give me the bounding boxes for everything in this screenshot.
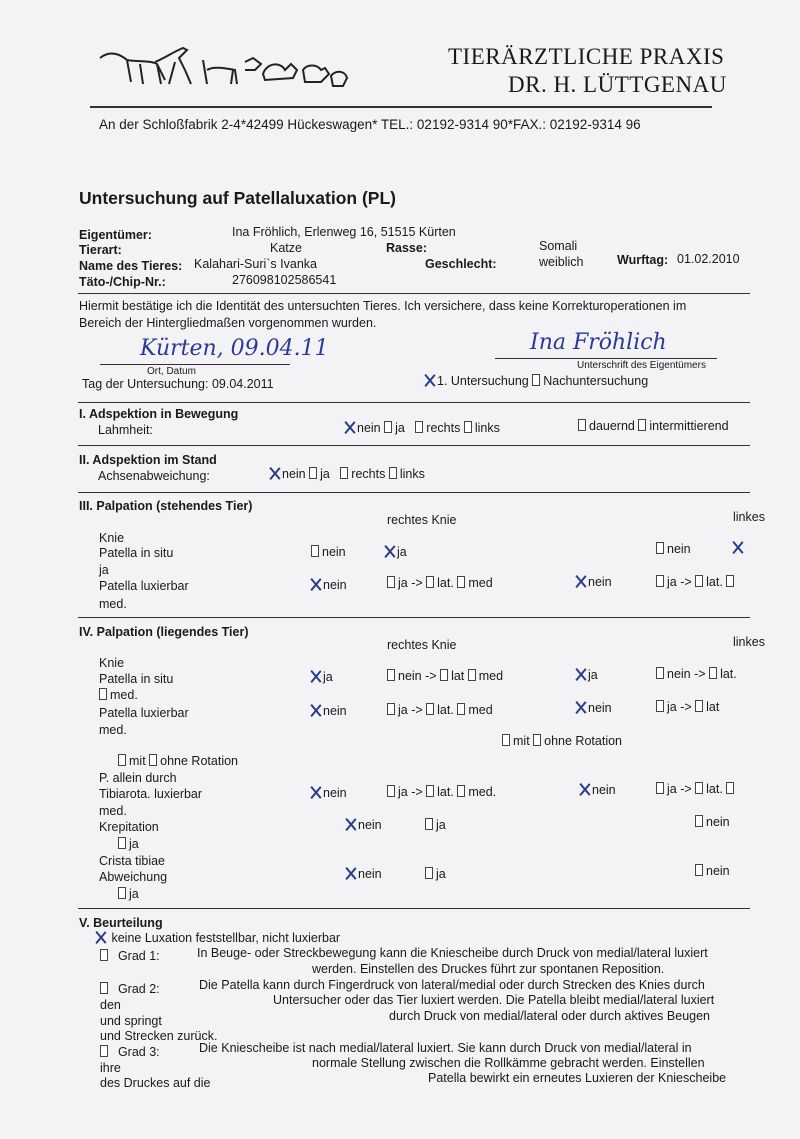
place-date-handwritten: Kürten, 09.04.11 [140, 336, 329, 361]
checkmark-icon[interactable] [311, 705, 321, 716]
lameness-duration: dauernd intermittierend [578, 419, 729, 433]
checkmark-icon[interactable] [345, 422, 355, 433]
tibia-right-nein: nein [311, 786, 347, 800]
checkbox-icon[interactable] [387, 785, 395, 797]
declaration-line2: Bereich der Hintergliedmaßen vorgenommen wurden. [79, 316, 377, 330]
no-luxation: keine Luxation feststellbar, nicht luxierbar [96, 931, 340, 945]
deviation-ja-continued: ja [118, 887, 139, 901]
luxable-label: Patella luxierbar [99, 706, 189, 720]
crepitation-right-ja: ja [425, 818, 446, 832]
checkbox-icon[interactable] [118, 887, 126, 899]
species-label: Tierart: [79, 243, 122, 257]
situ-left-ja: ja [576, 668, 598, 682]
divider [78, 293, 750, 294]
checkbox-icon[interactable] [118, 754, 126, 766]
crepitation-label: Krepitation [99, 820, 159, 834]
litter-date-value: 01.02.2010 [677, 252, 740, 266]
situ-label: Patella in situ [99, 546, 174, 560]
situ-left-options: nein -> lat. [656, 667, 737, 681]
animal-name-label: Name des Tieres: [79, 259, 183, 273]
right-knee-header: rechtes Knie [387, 513, 457, 527]
divider [78, 908, 750, 909]
crepitation-left-nein: nein [695, 815, 730, 829]
checkbox-icon[interactable] [695, 864, 703, 876]
deviation-left-nein: nein [695, 864, 730, 878]
checkbox-icon[interactable] [502, 734, 510, 746]
grade-3-des: des Druckes auf die [100, 1076, 211, 1090]
exam-day: Tag der Untersuchung: 09.04.2011 [82, 377, 274, 391]
lux-right-options: ja -> lat. med [387, 576, 493, 590]
grade-3-label: Grad 3: [100, 1045, 160, 1059]
checkmark-icon[interactable] [576, 702, 586, 713]
checkbox-icon[interactable] [426, 576, 434, 588]
grade-3-text-a: Die Kniescheibe ist nach medial/lateral luxiert. Sie kann durch Druck von medial/lateral in [199, 1041, 692, 1055]
checkmark-icon[interactable] [270, 468, 280, 479]
deviation-label: Abweichung [99, 870, 168, 884]
checkbox-icon[interactable] [100, 1045, 108, 1057]
tibia-left-options: ja -> lat. [656, 782, 737, 796]
checkbox-icon[interactable] [578, 419, 586, 431]
divider [78, 445, 750, 446]
grade-2-text-d: und Strecken zurück. [100, 1029, 218, 1043]
checkbox-icon[interactable] [425, 867, 433, 879]
p-alone-label: P. allein durch [99, 771, 177, 785]
checkbox-icon[interactable] [387, 703, 395, 715]
checkbox-icon[interactable] [709, 667, 717, 679]
owner-label: Eigentümer: [79, 228, 152, 242]
checkmark-icon[interactable] [311, 579, 321, 590]
luxable-label: Patella luxierbar [99, 579, 189, 593]
checkbox-icon[interactable] [656, 667, 664, 679]
signature-label: Unterschrift des Eigentümers [577, 360, 706, 371]
breed-label: Rasse: [386, 241, 427, 255]
checkbox-icon[interactable] [695, 815, 703, 827]
signature-line [495, 358, 717, 359]
checkbox-icon[interactable] [726, 782, 734, 794]
divider [78, 617, 750, 618]
axis-options: nein ja rechts links [270, 467, 425, 481]
owner-signature: Ina Fröhlich [530, 330, 667, 355]
grade-3-ihre: ihre [100, 1061, 121, 1075]
crepitation-right-nein: nein [346, 818, 382, 832]
lameness-label: Lahmheit: [98, 423, 153, 437]
checkbox-icon[interactable] [695, 575, 703, 587]
checkbox-icon[interactable] [426, 785, 434, 797]
checkbox-icon[interactable] [457, 703, 465, 715]
section-3-title: III. Palpation (stehendes Tier) [79, 499, 253, 513]
situ-right-ja: ja [385, 545, 407, 559]
checkbox-icon[interactable] [457, 576, 465, 588]
checkmark-icon[interactable] [346, 819, 356, 830]
checkbox-icon[interactable] [468, 669, 476, 681]
situ-right-ja: ja [311, 670, 333, 684]
tibia-med-continued: med. [99, 804, 127, 818]
tibia-left-nein: nein [580, 783, 616, 797]
situ-left-nein: nein [656, 542, 691, 556]
checkbox-icon[interactable] [389, 467, 397, 479]
situ-left-ja-mark [733, 541, 745, 555]
checkbox-icon[interactable] [656, 782, 664, 794]
crista-label: Crista tibiae [99, 854, 165, 868]
sex-label: Geschlecht: [425, 257, 497, 271]
practice-logo [95, 40, 355, 100]
lux-left-options: ja -> lat. [656, 575, 737, 589]
checkbox-icon[interactable] [656, 575, 664, 587]
practice-name-line2: DR. H. LÜTTGENAU [508, 72, 727, 97]
checkbox-icon[interactable] [695, 700, 703, 712]
situ-ja-continued: ja [99, 563, 109, 577]
deviation-right-nein: nein [346, 867, 382, 881]
lux-right-nein: nein [311, 578, 347, 592]
checkbox-icon[interactable] [695, 782, 703, 794]
lameness-options: nein ja rechts links [345, 421, 500, 435]
rotation-right: mit ohne Rotation [502, 734, 622, 748]
med-continued: med. [99, 597, 127, 611]
grade-1-label: Grad 1: [100, 949, 160, 963]
checkbox-icon[interactable] [440, 669, 448, 681]
checkbox-icon[interactable] [532, 374, 540, 386]
grade-3-text-c: Patella bewirkt ein erneutes Luxieren der Kniescheibe [428, 1071, 727, 1085]
checkbox-icon[interactable] [415, 421, 423, 433]
divider [78, 402, 750, 403]
owner-value: Ina Fröhlich, Erlenweg 16, 51515 Kürten [232, 225, 456, 239]
exam-type: 1. Untersuchung Nachuntersuchung [425, 374, 648, 388]
checkbox-icon[interactable] [387, 669, 395, 681]
situ-right-nein: nein [311, 545, 346, 559]
checkbox-icon[interactable] [118, 837, 126, 849]
situ-label: Patella in situ [99, 672, 174, 686]
checkbox-icon[interactable] [100, 982, 108, 994]
species-value: Katze [270, 241, 302, 255]
checkmark-icon[interactable] [425, 375, 435, 386]
tibia-right-options: ja -> lat. med. [387, 785, 496, 799]
chip-label: Täto-/Chip-Nr.: [79, 275, 166, 289]
grade-2-den: den [100, 998, 121, 1012]
checkbox-icon[interactable] [533, 734, 541, 746]
checkbox-icon[interactable] [638, 419, 646, 431]
med-continued: med. [99, 723, 127, 737]
practice-name-line1: TIERÄRZTLICHE PRAXIS [448, 44, 725, 69]
grade-2-text-a: Die Patella kann durch Fingerdruck von lateral/medial oder durch Strecken des Knies durch [199, 978, 705, 992]
left-knee-header: linkes [733, 510, 765, 524]
checkmark-icon[interactable] [311, 787, 321, 798]
checkbox-icon[interactable] [457, 785, 465, 797]
declaration-line1: Hiermit bestätige ich die Identität des untersuchten Tieres. Ich versichere, dass keine Korrekturoperationen im [79, 299, 687, 313]
checkbox-icon[interactable] [100, 949, 108, 961]
checkmark-icon[interactable] [385, 546, 395, 557]
breed-value: Somali [539, 239, 578, 253]
practice-address: An der Schloßfabrik 2-4*42499 Hückeswagen* TEL.: 02192-9314 90*FAX.: 02192-9314 96 [99, 117, 641, 132]
checkbox-icon[interactable] [384, 421, 392, 433]
checkmark-icon[interactable] [96, 932, 106, 943]
checkbox-icon[interactable] [340, 467, 348, 479]
checkbox-icon[interactable] [464, 421, 472, 433]
animal-name-value: Kalahari-Suri`s Ivanka [194, 257, 317, 271]
grade-3-text-b: normale Stellung zwischen die Rollkämme gebracht werden. Einstellen [312, 1056, 705, 1070]
checkbox-icon[interactable] [309, 467, 317, 479]
grade-1-text-a: In Beuge- oder Streckbewegung kann die Kniescheibe durch Druck von medial/lateral luxiert [197, 946, 708, 960]
lux-right-nein: nein [311, 704, 347, 718]
lux-left-nein: nein [576, 701, 612, 715]
grade-1-text-b: werden. Einstellen des Druckes führt zur spontanen Reposition. [312, 962, 665, 976]
checkmark-icon[interactable] [576, 576, 586, 587]
knee-label: Knie [99, 531, 125, 545]
document-title: Untersuchung auf Patellaluxation (PL) [79, 188, 396, 208]
knee-label: Knie [99, 656, 125, 670]
place-date-line [100, 364, 290, 365]
section-4-title: IV. Palpation (liegendes Tier) [79, 625, 249, 639]
checkbox-icon[interactable] [387, 576, 395, 588]
checkbox-icon[interactable] [425, 818, 433, 830]
sex-value: weiblich [539, 255, 584, 269]
section-5-title: V. Beurteilung [79, 916, 163, 930]
checkbox-icon[interactable] [99, 688, 107, 700]
crepitation-ja-continued: ja [118, 837, 139, 851]
grade-2-text-b: Untersucher oder das Tier luxiert werden. Die Patella bleibt medial/lateral luxiert [273, 993, 715, 1007]
tibia-label: Tibiarota. luxierbar [99, 787, 203, 801]
situ-right-options: nein -> lat med [387, 669, 503, 683]
checkmark-icon[interactable] [576, 669, 586, 680]
grade-2-label: Grad 2: [100, 982, 160, 996]
right-knee-header: rechtes Knie [387, 638, 457, 652]
checkbox-icon[interactable] [149, 754, 157, 766]
lux-left-options: ja -> lat [656, 700, 719, 714]
checkbox-icon[interactable] [311, 545, 319, 557]
situ-med-continued: med. [99, 688, 138, 702]
axis-label: Achsenabweichung: [98, 469, 210, 483]
checkmark-icon[interactable] [311, 671, 321, 682]
divider [78, 492, 750, 493]
checkbox-icon[interactable] [656, 542, 664, 554]
grade-2-und: und springt [100, 1014, 162, 1028]
checkmark-icon[interactable] [580, 784, 590, 795]
lux-left-nein: nein [576, 575, 612, 589]
grade-2-text-c: durch Druck von medial/lateral oder durch aktives Beugen [389, 1009, 711, 1023]
checkbox-icon[interactable] [656, 700, 664, 712]
section-2-title: II. Adspektion im Stand [79, 453, 217, 467]
header-divider [90, 106, 712, 108]
rotation-left: mit ohne Rotation [118, 754, 238, 768]
place-date-label: Ort, Datum [147, 366, 196, 377]
litter-date-label: Wurftag: [617, 253, 669, 267]
lux-right-options: ja -> lat. med [387, 703, 493, 717]
deviation-right-ja: ja [425, 867, 446, 881]
left-knee-header: linkes [733, 635, 765, 649]
checkbox-icon[interactable] [726, 575, 734, 587]
checkbox-icon[interactable] [426, 703, 434, 715]
checkmark-icon[interactable] [346, 868, 356, 879]
chip-value: 276098102586541 [232, 273, 337, 287]
section-1-title: I. Adspektion in Bewegung [79, 407, 239, 421]
checkmark-icon[interactable] [733, 542, 743, 553]
